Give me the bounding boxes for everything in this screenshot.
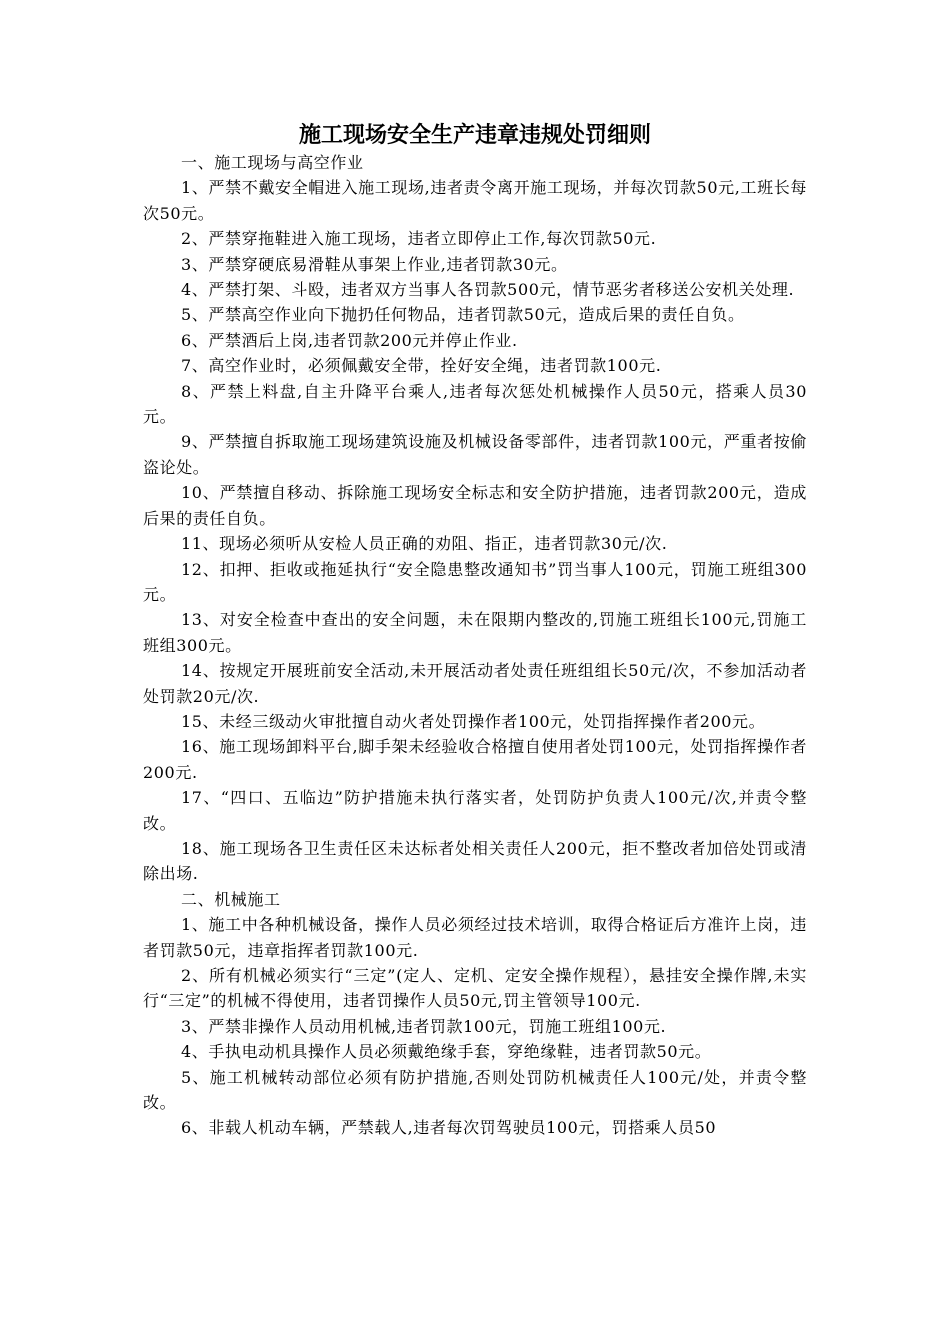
rule-item: 18、施工现场各卫生责任区未达标者处相关责任人200元，拒不整改者加倍处罚或清除出场. [143,838,807,884]
rule-item: 5、严禁高空作业向下抛扔任何物品，违者罚款50元，造成后果的责任自负。 [181,305,745,325]
rule-item: 13、对安全检查中查出的安全问题，未在限期内整改的,罚施工班组长100元,罚施工班组300元。 [143,610,807,655]
rule-item: 6、非载人机动车辆，严禁载人,违者每次罚驾驶员100元，罚搭乘人员50 [181,1118,717,1138]
rule-item: 1、严禁不戴安全帽进入施工现场,违者责令离开施工现场，并每次罚款50元,工班长每次50元。 [143,178,807,223]
rule-item: 16、施工现场卸料平台,脚手架未经验收合格擅自使用者处罚100元，处罚指挥操作者200元. [143,737,807,782]
section-heading-site-work: 一、施工现场与高空作业 [181,153,364,172]
rule-item: 10、严禁擅自移动、拆除施工现场安全标志和安全防护措施，违者罚款200元，造成后果的责任自负。 [143,483,807,528]
rule-item: 3、严禁非操作人员动用机械,违者罚款100元，罚施工班组100元. [181,1016,667,1036]
rule-item: 5、施工机械转动部位必须有防护措施,否则处罚防机械责任人100元/处，并责令整改。 [143,1067,807,1113]
document-title: 施工现场安全生产违章违规处罚细则 [298,123,651,148]
rule-item: 2、严禁穿拖鞋进入施工现场，违者立即停止工作,每次罚款50元. [181,229,657,249]
rule-item: 4、严禁打架、斗殴，违者双方当事人各罚款500元，情节恶劣者移送公安机关处理. [181,280,795,300]
rule-item: 15、未经三级动火审批擅自动火者处罚操作者100元，处罚指挥操作者200元。 [181,711,766,731]
rule-item: 1、施工中各种机械设备，操作人员必须经过技术培训，取得合格证后方准许上岗，违者罚款50元，违章指挥者罚款100元. [143,915,807,960]
rule-item: 9、严禁擅自拆取施工现场建筑设施及机械设备零部件，违者罚款100元，严重者按偷盗论处。 [143,432,807,477]
rule-item: 11、现场必须听从安检人员正确的劝阻、指正，违者罚款30元/次. [181,534,668,554]
rule-item: 2、所有机械必须实行“三定”(定人、定机、定安全操作规程），悬挂安全操作牌,未实行“三定”的机械不得使用，违者罚操作人员50元,罚主管领导100元. [143,966,807,1011]
document-body [143,150,807,1141]
rule-item: 6、严禁酒后上岗,违者罚款200元并停止作业. [181,330,518,350]
section-heading-machinery: 二、机械施工 [181,889,281,909]
rule-item: 8、严禁上料盘,自主升降平台乘人,违者每次惩处机械操作人员50元，搭乘人员30元。 [143,381,807,427]
rule-item: 14、按规定开展班前安全活动,未开展活动者处责任班组组长50元/次，不参加活动者处罚款20元/次. [143,661,807,706]
rule-item: 7、高空作业时，必须佩戴安全带，拴好安全绳，违者罚款100元. [181,356,662,376]
rule-item: 4、手执电动机具操作人员必须戴绝缘手套，穿绝缘鞋，违者罚款50元。 [181,1042,712,1062]
rule-item: 17、“四口、五临边”防护措施未执行落实者，处罚防护负责人100元/次,并责令整改。 [143,788,807,833]
rule-item: 3、严禁穿硬底易滑鞋从事架上作业,违者罚款30元。 [181,254,568,274]
rule-item: 12、扣押、拒收或拖延执行“安全隐患整改通知书”罚当事人100元，罚施工班组300元。 [143,559,807,604]
